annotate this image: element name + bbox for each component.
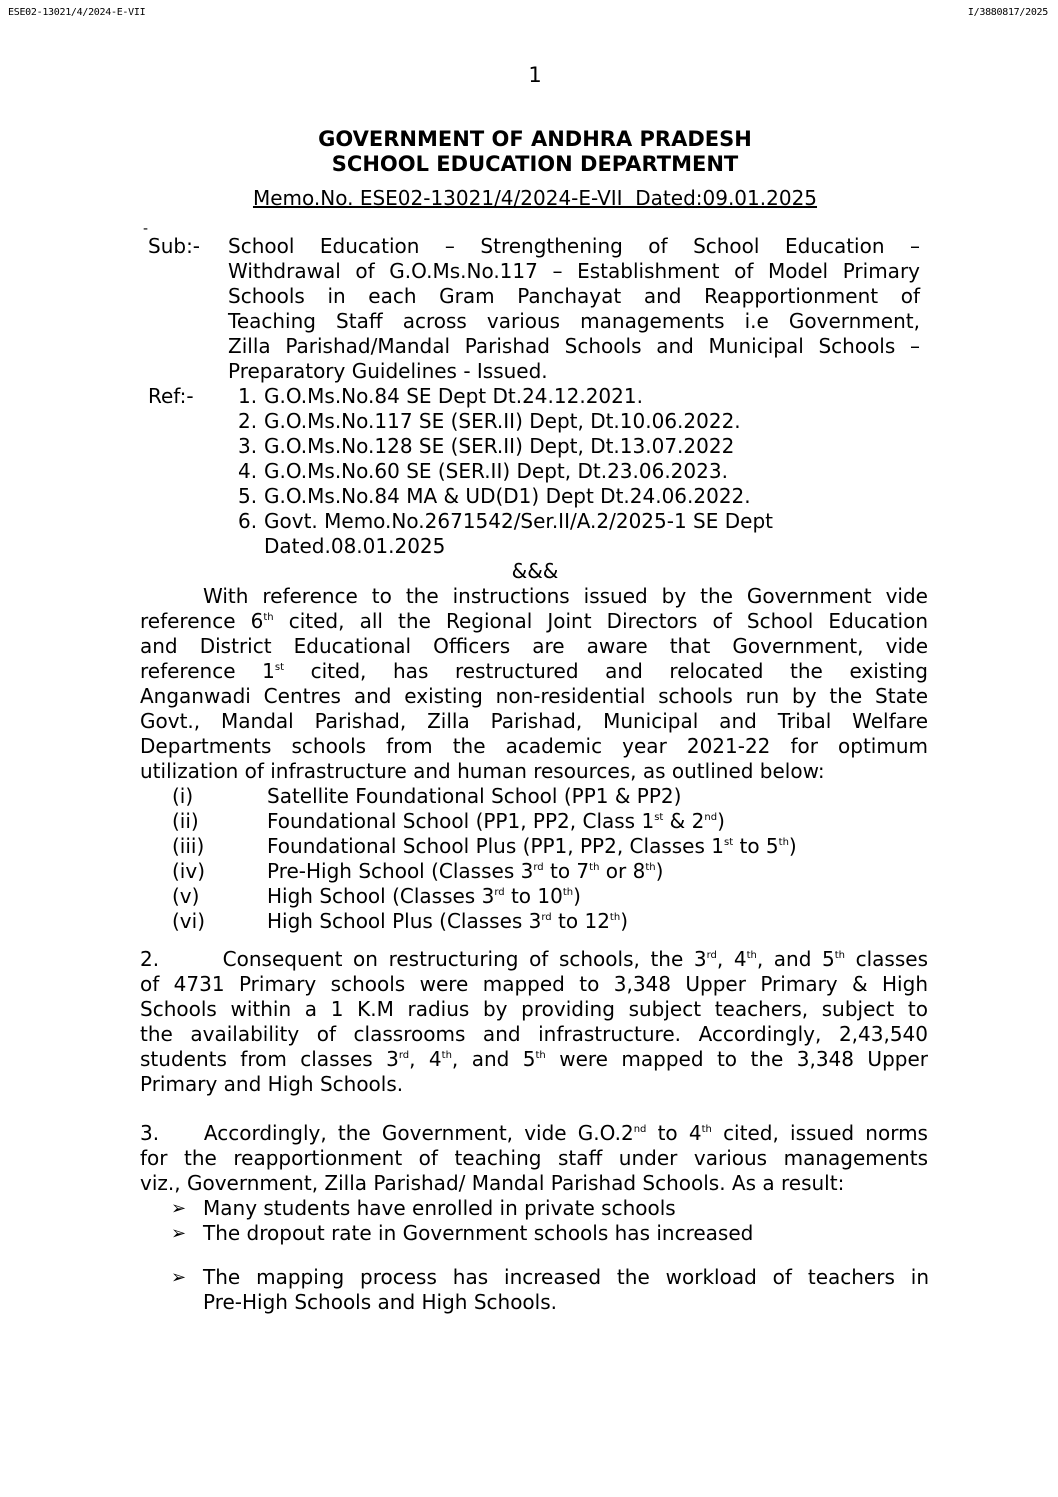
bullet-text <box>203 1265 929 1315</box>
reference-number: 4. <box>238 459 258 483</box>
reference-text: G.O.Ms.No.60 SE (SER.II) Dept, Dt.23.06.2023. <box>264 459 728 483</box>
paragraph-line: 3. Accordingly, the Government, vide G.O.2nd to 4th cited, issued norms <box>140 1121 928 1145</box>
paragraph-line: Govt., Mandal Parishad, Zilla Parishad, Municipal and Tribal Welfare <box>140 709 928 733</box>
subject-line: Schools in each Gram Panchayat and Reapportionment of <box>228 284 920 308</box>
paragraph-line: and District Educational Officers are aware that Government, vide <box>140 634 928 658</box>
reference-text: Govt. Memo.No.2671542/Ser.II/A.2/2025-1 SE Dept <box>264 509 773 533</box>
list-text: Foundational School Plus (PP1, PP2, Classes 1st to 5th) <box>267 834 797 858</box>
page-number: 1 <box>528 63 542 87</box>
bullet-text: The dropout rate in Government schools has increased <box>203 1221 754 1245</box>
superscript: th <box>263 612 274 623</box>
reference-item <box>238 484 751 509</box>
text: cited, all the Regional Joint Directors of School Education <box>273 609 928 633</box>
reference-continuation: Dated.08.01.2025 <box>264 534 446 558</box>
superscript: st <box>274 662 284 673</box>
subject-line: Teaching Staff across various managements i.e Government, <box>228 309 920 333</box>
list-number: (vi) <box>172 909 205 933</box>
paragraph-line: for the reapportionment of teaching staff under various managements <box>140 1146 928 1170</box>
reference-label: Ref:- <box>148 384 194 408</box>
reference-item <box>238 509 773 534</box>
list-number: (iii) <box>172 834 205 858</box>
department-title: SCHOOL EDUCATION DEPARTMENT <box>331 152 739 176</box>
reference-text: G.O.Ms.No.84 MA & UD(D1) Dept Dt.24.06.2022. <box>264 484 751 508</box>
reference-number: 6. <box>238 509 258 533</box>
memo-number-text: Memo.No. ESE02-13021/4/2024-E-VII Dated:09.01.2025 <box>252 186 818 210</box>
reference-text: G.O.Ms.No.128 SE (SER.II) Dept, Dt.13.07.2022 <box>264 434 735 458</box>
paragraph-line: Anganwadi Centres and existing non-residential schools run by the State <box>140 684 928 708</box>
list-text: Pre-High School (Classes 3rd to 7th or 8th) <box>267 859 664 883</box>
paragraph-line: 2. Consequent on restructuring of schools, the 3rd, 4th, and 5th classes <box>140 947 928 971</box>
reference-number: 2. <box>238 409 258 433</box>
reference-number: 5. <box>238 484 258 508</box>
paragraph-line <box>140 609 928 634</box>
list-number: (v) <box>172 884 200 908</box>
paragraph-line <box>140 659 928 684</box>
subject-line: Preparatory Guidelines - Issued. <box>228 359 548 383</box>
paragraph-line: students from classes 3rd, 4th, and 5th were mapped to the 3,348 Upper <box>140 1047 928 1071</box>
paragraph-2 <box>140 947 928 1097</box>
paragraph-line: utilization of infrastructure and human resources, as outlined below: <box>140 759 825 783</box>
list-text: High School Plus (Classes 3rd to 12th) <box>267 909 628 933</box>
text: reference 6 <box>140 609 264 633</box>
tick-mark: - <box>143 221 149 237</box>
paragraph-line: of 4731 Primary schools were mapped to 3,348 Upper Primary & High <box>140 972 928 996</box>
bullet-text: Many students have enrolled in private schools <box>203 1196 676 1220</box>
arrow-bullet-icon: ➢ <box>171 1198 187 1219</box>
paragraph-1 <box>140 584 928 784</box>
reference-item <box>238 434 734 459</box>
arrow-bullet-icon: ➢ <box>171 1267 187 1288</box>
file-code-left: ESE02-13021/4/2024-E-VII <box>8 7 146 18</box>
list-number: (i) <box>172 784 194 808</box>
text: reference 1 <box>140 659 275 683</box>
subject-text <box>228 234 920 384</box>
government-title: GOVERNMENT OF ANDHRA PRADESH <box>318 127 752 151</box>
memo-number <box>0 186 1058 210</box>
subject-line: School Education – Strengthening of School Education – <box>228 234 920 258</box>
subject-line: Withdrawal of G.O.Ms.No.117 – Establishment of Model Primary <box>228 259 920 283</box>
paragraph-line: Schools within a 1 K.M radius by providing subject teachers, subject to <box>140 997 928 1021</box>
paragraph-line: Primary and High Schools. <box>140 1072 404 1096</box>
paragraph-line: the availability of classrooms and infrastructure. Accordingly, 2,43,540 <box>140 1022 928 1046</box>
bullet-line: The mapping process has increased the workload of teachers in <box>203 1265 929 1289</box>
reference-number: 1. <box>238 384 258 408</box>
paragraph-line: Departments schools from the academic year 2021-22 for optimum <box>140 734 928 758</box>
list-number: (iv) <box>172 859 205 883</box>
list-text: Foundational School (PP1, PP2, Class 1st & 2nd) <box>267 809 725 833</box>
reference-item <box>238 409 741 434</box>
reference-text: G.O.Ms.No.117 SE (SER.II) Dept, Dt.10.06.2022. <box>264 409 741 433</box>
file-code-right: I/3880817/2025 <box>967 7 1048 18</box>
bullet-line: Pre-High Schools and High Schools. <box>203 1290 557 1314</box>
paragraph-line: With reference to the instructions issued by the Government vide <box>203 584 928 608</box>
list-number: (ii) <box>172 809 199 833</box>
paragraph-line: viz., Government, Zilla Parishad/ Mandal Parishad Schools. As a result: <box>140 1171 845 1195</box>
list-text: High School (Classes 3rd to 10th) <box>267 884 581 908</box>
reference-text: G.O.Ms.No.84 SE Dept Dt.24.12.2021. <box>264 384 643 408</box>
subject-line: Zilla Parishad/Mandal Parishad Schools and Municipal Schools – <box>228 334 920 358</box>
text: cited, has restructured and relocated the existing <box>284 659 928 683</box>
arrow-bullet-icon: ➢ <box>171 1223 187 1244</box>
reference-item <box>238 459 728 484</box>
subject-label: Sub:- <box>148 234 201 258</box>
separator: &&& <box>511 559 559 583</box>
reference-number: 3. <box>238 434 258 458</box>
list-text: Satellite Foundational School (PP1 & PP2) <box>267 784 682 808</box>
paragraph-3 <box>140 1121 928 1196</box>
reference-item <box>238 384 643 409</box>
